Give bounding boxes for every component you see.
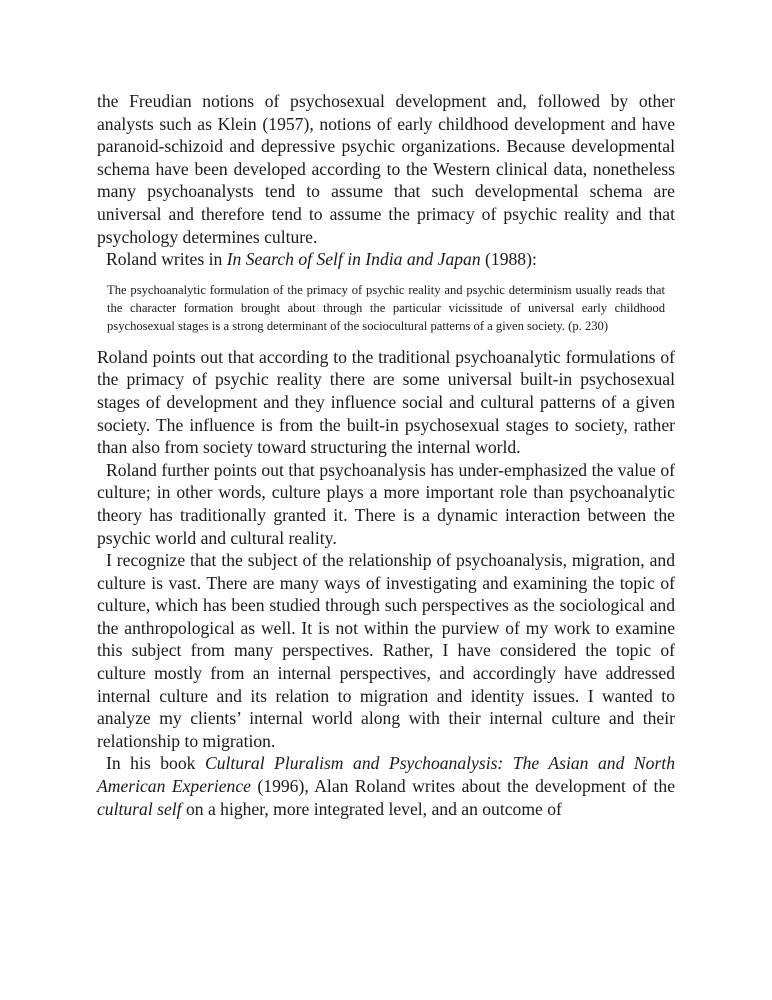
paragraph-quote-intro <box>97 248 675 271</box>
paragraph-text: Roland writes in <box>106 249 227 270</box>
document-page <box>97 90 675 820</box>
book-title: In Search of Self in India and Japan <box>226 249 481 270</box>
paragraph-text: (1988): <box>480 249 537 270</box>
paragraph-text: on a higher, more integrated level, and an outcome of <box>181 798 562 819</box>
paragraph-text: I recognize that the subject of the relationship of psychoanalysis, migration, and culture is vast. There are many ways of investigating and examining the topic of culture, which has been studied through such perspectives as the sociological and the anthropological as well. It is not within the purview of my work to examine this subject from many perspectives. Rather, I have considered the topic of culture mostly from an internal perspectives, and accordingly have addressed internal culture and its relation to migration and identity issues. I wanted to analyze my clients’ internal world along with their internal culture and their relationship to migration. <box>97 550 675 751</box>
paragraph <box>97 549 675 752</box>
book-title: Cultural Pluralism and Psychoanalysis: The Asian and North American Experience <box>97 753 675 797</box>
paragraph <box>97 90 675 248</box>
paragraph-text: In his book <box>106 753 205 774</box>
paragraph-text: Roland points out that according to the traditional psychoanalytic formulations of the primacy of psychic reality there are some universal built-in psychosexual stages of development and they influence social and cultural patterns of a given society. The influence is from the built-in psychosexual stages to society, rather than also from society toward structuring the internal world. <box>97 346 675 458</box>
paragraph-text: the Freudian notions of psychosexual development and, followed by other analysts such as Klein (1957), notions of early childhood development and have paranoid-schizoid and depressive psychic organizations. Because developmental schema have been developed according to the Western clinical data, nonetheless many psychoanalysts tend to assume that such developmental schema are universal and therefore tend to assume the primacy of psychic reality and that psychology determines culture. <box>97 91 675 247</box>
paragraph <box>97 459 675 549</box>
paragraph-text: (1996), Alan Roland writes about the development of the <box>250 776 676 797</box>
paragraph <box>97 752 675 820</box>
paragraph <box>97 346 675 459</box>
block-quote: The psychoanalytic formulation of the primacy of psychic reality and psychic determinism usually reads that the character formation brought about through the particular vicissitude of universal early childhood psychosexual stages is a strong determinant of the sociocultural patterns of a given society. (p. 230) <box>107 282 665 333</box>
paragraph-text: Roland further points out that psychoanalysis has under-emphasized the value of culture; in other words, culture plays a more important role than psychoanalytic theory has traditionally granted it. There is a dynamic interaction between the psychic world and cultural reality. <box>97 459 675 548</box>
emphasized-term: cultural self <box>97 798 182 819</box>
